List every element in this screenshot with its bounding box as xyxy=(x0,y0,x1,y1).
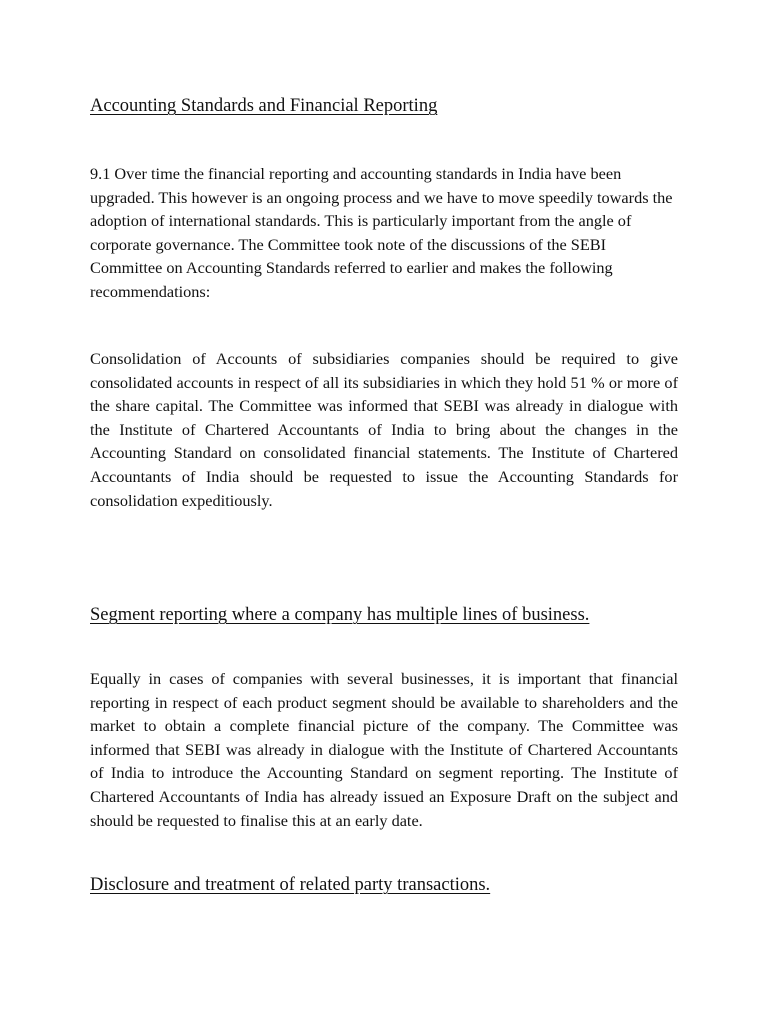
paragraph-upgrade-standards: 9.1 Over time the financial reporting and accounting standards in India have been upgraded. This however is an ongoing process and we have to move speedily towards the adoption of international standards. This is particularly important from the angle of corporate governance. The Committee took note of the discussions of the SEBI Committee on Accounting Standards referred to earlier and makes the following recommendations: xyxy=(90,164,673,301)
section-heading-segment-reporting: Segment reporting where a company has multiple lines of business. xyxy=(90,605,590,625)
section-heading-accounting-standards: Accounting Standards and Financial Reporting xyxy=(90,96,438,116)
paragraph-consolidation-of-accounts: Consolidation of Accounts of subsidiaries companies should be required to give consolidated accounts in respect of all its subsidiaries in which they hold 51 % or more of the share capital. The Committee was informed that SEBI was already in dialogue with the Institute of Chartered Accountants of India to bring about the changes in the Accounting Standard on consolidated financial statements. The Institute of Chartered Accountants of India should be requested to issue the Accounting Standards for consolidation expeditiously. xyxy=(90,349,678,510)
section-heading-related-party: Disclosure and treatment of related party transactions. xyxy=(90,875,491,895)
paragraph-segment-reporting: Equally in cases of companies with several businesses, it is important that financial reporting in respect of each product segment should be available to shareholders and the market to obtain a complete financial picture of the company. The Committee was informed that SEBI was already in dialogue with the Institute of Chartered Accountants of India to introduce the Accounting Standard on segment reporting. The Institute of Chartered Accountants of India has already issued an Exposure Draft on the subject and should be requested to finalise this at an early date. xyxy=(90,669,678,830)
